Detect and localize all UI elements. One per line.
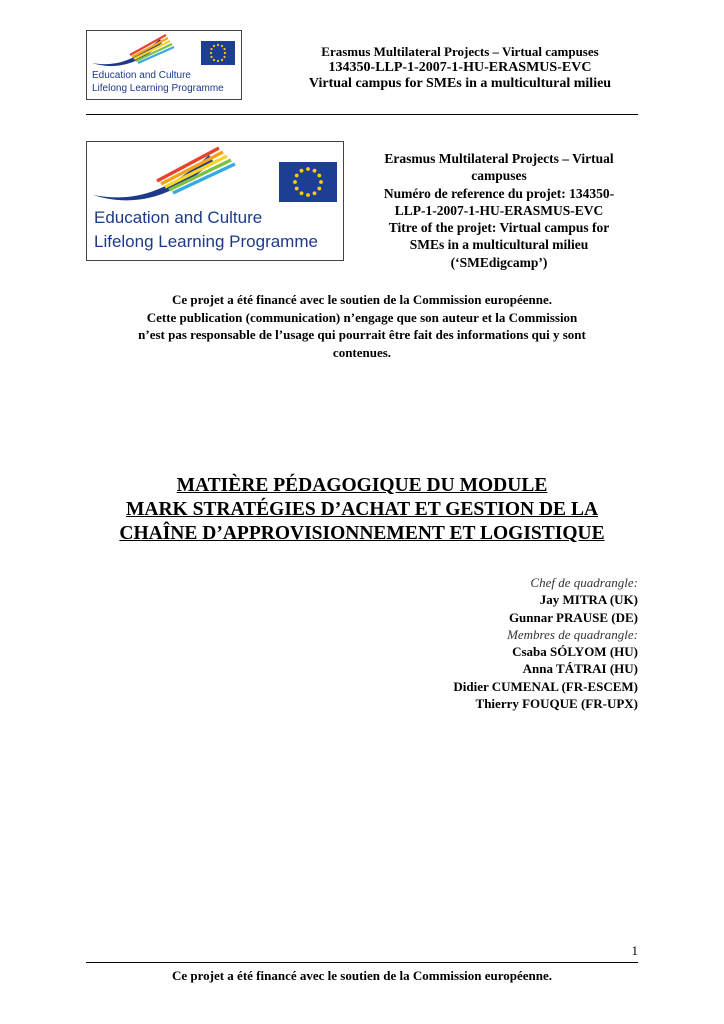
logo-line-2: Lifelong Learning Programme <box>94 232 318 251</box>
chef-name: Jay MITRA (UK) <box>539 592 638 608</box>
eu-flag-icon <box>279 162 337 202</box>
logo-line-2: Lifelong Learning Programme <box>92 83 224 94</box>
membre-name: Didier CUMENAL (FR-ESCEM) <box>453 678 638 694</box>
header-logo <box>86 30 242 100</box>
page-number: 1 <box>631 943 638 958</box>
logo-line-1: Education and Culture <box>94 208 263 227</box>
membre-name: Anna TÁTRAI (HU) <box>522 661 638 677</box>
module-title-line: MARK STRATÉGIES D’ACHAT ET GESTION DE LA <box>125 499 599 520</box>
funding-notice <box>86 291 638 361</box>
footer-text: Ce projet a été financé avec le soutien de la Commission européenne. <box>171 968 553 983</box>
project-info-line: Erasmus Multilateral Projects – Virtual <box>384 151 614 166</box>
funding-line: n’est pas responsable de l’usage qui pourrait être fait des informations qui y sont <box>138 327 586 342</box>
module-title-line: CHAÎNE D’APPROVISIONNEMENT ET LOGISTIQUE <box>119 523 605 544</box>
project-info-line: LLP-1-2007-1-HU-ERASMUS-EVC <box>394 202 604 218</box>
swoosh-icon <box>90 33 190 73</box>
header-text <box>260 44 660 92</box>
chef-name: Gunnar PRAUSE (DE) <box>508 609 638 625</box>
eu-flag-icon <box>201 41 235 65</box>
membre-name: Thierry FOUQUE (FR-UPX) <box>475 696 638 712</box>
swoosh-icon <box>91 145 259 209</box>
header-line: Erasmus Multilateral Projects – Virtual campuses <box>321 44 599 59</box>
project-info-line: Titre of the projet: Virtual campus for <box>388 220 610 236</box>
header-line: Virtual campus for SMEs in a multicultural milieu <box>308 76 612 91</box>
logo-line-1: Education and Culture <box>92 70 191 81</box>
chef-label: Chef de quadrangle: <box>530 575 638 590</box>
footer-divider <box>86 962 638 963</box>
funding-line: Cette publication (communication) n’engage que son auteur et la Commission <box>146 309 578 325</box>
authors-block <box>453 574 638 712</box>
funding-line: Ce projet a été financé avec le soutien de la Commission européenne. <box>171 292 553 307</box>
header-divider <box>86 114 638 115</box>
header-line: 134350-LLP-1-2007-1-HU-ERASMUS-EVC <box>328 60 592 75</box>
membre-name: Csaba SÓLYOM (HU) <box>512 644 638 660</box>
project-info-line: campuses <box>471 168 527 184</box>
funding-line: contenues. <box>332 344 392 360</box>
membres-label: Membres de quadrangle: <box>507 626 638 642</box>
programme-logo <box>86 141 344 261</box>
project-info-line: SMEs in a multicultural milieu <box>409 237 589 253</box>
module-title <box>86 474 638 546</box>
project-info <box>356 150 642 271</box>
module-title-line: MATIÈRE PÉDAGOGIQUE DU MODULE <box>176 475 548 496</box>
project-info-line: (‘SMEdigcamp’) <box>450 254 548 270</box>
project-info-line: Numéro de reference du projet: 134350- <box>383 185 615 201</box>
